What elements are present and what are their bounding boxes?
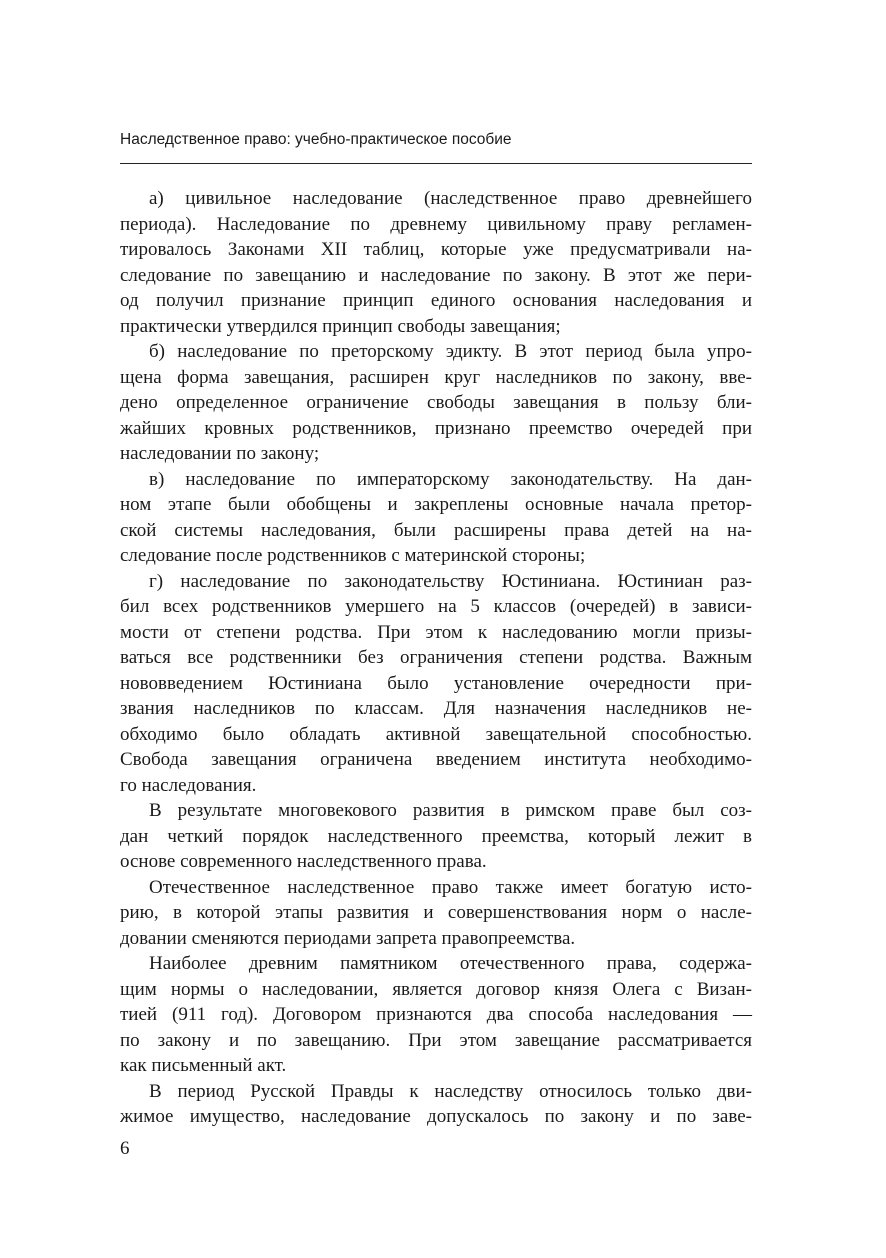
text-line: в) наследование по императорскому законодательству. На дан- (149, 468, 752, 490)
text-line: В период Русской Правды к наследству относилось только дви- (149, 1080, 752, 1102)
text-line: Отечественное наследственное право также имеет богатую исто- (149, 876, 752, 898)
text-line: Свобода завещания ограничена введением института необходимо- (120, 749, 752, 770)
text-line: го наследования. (120, 774, 257, 796)
text-line: щим нормы о наследовании, является договор князя Олега с Визан- (120, 978, 752, 1000)
text-line: по закону и по завещанию. При этом завещание рассматривается (120, 1029, 752, 1051)
header-rule (120, 163, 752, 164)
text-line: следование по завещанию и наследование по закону. В этот же пери- (120, 264, 752, 286)
text-line: наследовании по закону; (120, 443, 320, 464)
text-line: довании сменяются периодами запрета правопреемства. (120, 927, 576, 949)
paragraph-domestic-law (120, 875, 752, 952)
text-line: В результате многовекового развития в римском праве был соз- (149, 800, 752, 821)
text-line: следование после родственников с материнской стороны; (120, 545, 586, 566)
paragraph-praetorian-edict (120, 339, 752, 467)
paragraph-imperial-legislation (120, 467, 752, 569)
body-text (120, 186, 752, 1130)
text-line: звания наследников по классам. Для назначения наследников не- (120, 698, 752, 719)
paragraph-justinian (120, 569, 752, 799)
paragraph-roman-result (120, 798, 752, 875)
paragraph-russkaya-pravda (120, 1079, 752, 1130)
text-line: а) цивильное наследование (наследственное право древнейшего (149, 188, 752, 209)
running-header: Наследственное право: учебно-практическое пособие (120, 131, 512, 148)
text-line: щена форма завещания, расширен круг наследников по закону, вве- (120, 366, 752, 388)
text-line: ской системы наследования, были расширены права детей на на- (120, 519, 752, 541)
text-line: основе современного наследственного права. (120, 851, 487, 872)
text-line: жайших кровных родственников, признано преемство очередей при (120, 417, 752, 439)
text-line: нововведением Юстиниана было установление очередности при- (120, 672, 752, 694)
text-line: бил всех родственников умершего на 5 классов (очередей) в зависи- (120, 596, 752, 617)
text-line: г) наследование по законодательству Юстиниана. Юстиниан раз- (149, 570, 752, 592)
text-line: Наиболее древним памятником отечественного права, содержа- (149, 953, 752, 974)
paragraph-civil-inheritance (120, 186, 752, 339)
text-line: дено определенное ограничение свободы завещания в пользу бли- (120, 392, 752, 413)
text-line: практически утвердился принцип свободы завещания; (120, 315, 561, 337)
text-line: ваться все родственники без ограничения степени родства. Важным (120, 647, 752, 668)
text-line: тией (911 год). Договором признаются два способа наследования — (120, 1004, 752, 1025)
text-line: б) наследование по преторскому эдикту. В этот период была упро- (149, 341, 752, 362)
text-line: обходимо было обладать активной завещательной способностью. (120, 723, 752, 745)
page-number: 6 (120, 1138, 130, 1159)
text-line: периода). Наследование по древнему цивильному праву регламен- (120, 213, 752, 235)
text-line: ном этапе были обобщены и закреплены основные начала претор- (120, 494, 752, 515)
text-line: как письменный акт. (120, 1055, 287, 1076)
text-line: мости от степени родства. При этом к наследованию могли призы- (120, 621, 752, 643)
text-line: жимое имущество, наследование допускалось по закону и по заве- (120, 1106, 752, 1127)
text-line: дан четкий порядок наследственного преемства, который лежит в (120, 825, 752, 847)
paragraph-oleg-treaty (120, 951, 752, 1079)
text-line: тировалось Законами XII таблиц, которые уже предусматривали на- (120, 239, 752, 260)
text-line: рию, в которой этапы развития и совершенствования норм о насле- (120, 902, 752, 923)
text-line: од получил признание принцип единого основания наследования и (120, 290, 752, 311)
